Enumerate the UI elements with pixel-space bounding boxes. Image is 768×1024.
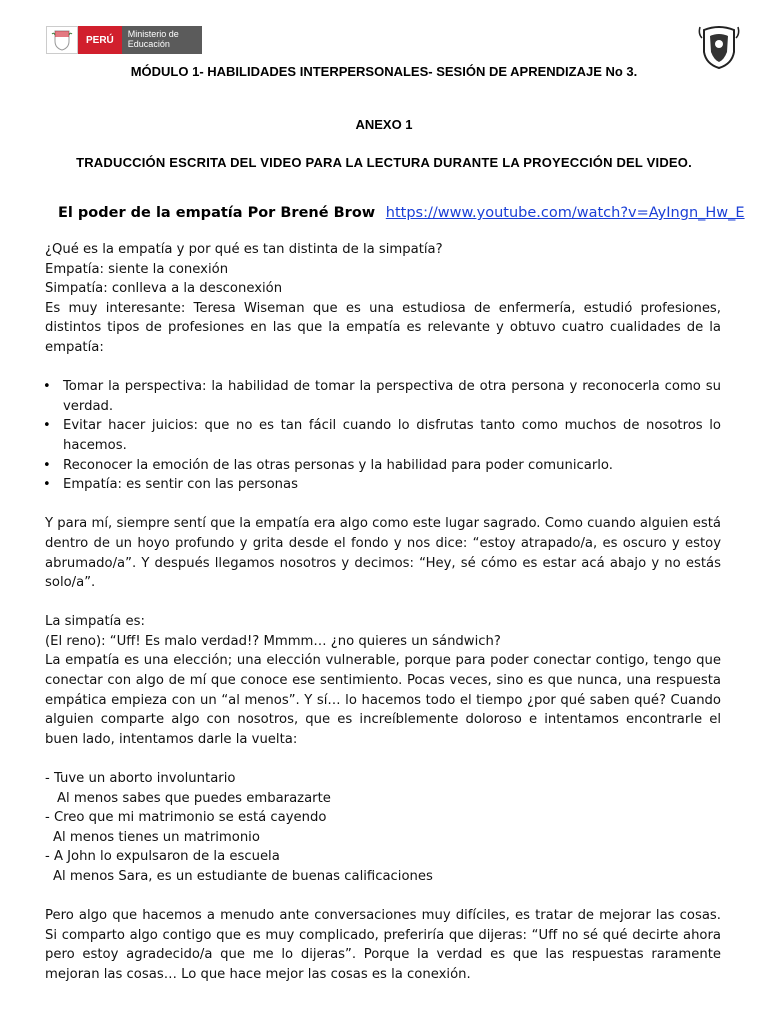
paragraph: Y para mí, siempre sentí que la empatía era algo como este lugar sagrado. Como cuando alguien está dentro de un hoyo profundo y grita desde el fondo y nos dice: “estoy atrapado/a, es oscuro y estoy abrumado/a”. Y después llegamos nosotros y decimos: “Hey, sé cómo es estar acá abajo y no estás solo/a”. [45,516,721,591]
paragraph: Es muy interesante: Teresa Wiseman que es una estudiosa de enfermería, estudió profesiones, distintos tipos de profesiones en las que la empatía es relevante y obtuvo cuatro cualidades de la empatía: [45,300,721,355]
video-label: El poder de la empatía Por Brené Brow [58,205,376,221]
dialogue-line: Al menos sabes que puedes embarazarte [57,790,331,806]
paragraph: Empatía: siente la conexión [45,261,229,277]
paragraph: La simpatía es: [45,614,145,630]
dialogue-line: Al menos Sara, es un estudiante de buenas calificaciones [53,869,433,884]
list-item: • Reconocer la emoción de las otras personas y la habilidad para poder comunicarlo. [63,456,721,476]
coat-of-arms-icon [46,26,78,54]
video-link[interactable]: https://www.youtube.com/watch?v=AyIngn_Hw_E [385,205,745,221]
list-item: • Evitar hacer juicios: que no es tan fácil cuando lo disfrutas tanto como muchos de nosotros lo hacemos. [63,416,721,455]
paragraph: ¿Qué es la empatía y por qué es tan distinta de la simpatía? [45,242,443,257]
ministerio-logo [46,26,202,54]
paragraph: Simpatía: conlleva a la desconexión [45,281,283,297]
list-item: • Tomar la perspectiva: la habilidad de tomar la perspectiva de otra persona y reconocerla como su verdad. [63,377,721,416]
dialogue-line: - Tuve un aborto involuntario [45,771,236,787]
list-item: • Empatía: es sentir con las personas [63,475,721,495]
dialogue-line: - Creo que mi matrimonio se está cayendo [45,810,327,826]
peru-label: PERÚ [78,26,122,54]
qualities-list [45,377,721,495]
ministerio-label: Ministerio de Educación [122,26,202,54]
dialogue-line: - A John lo expulsaron de la escuela [45,849,280,865]
video-reference [58,205,745,221]
document-body [45,240,721,985]
dialogue-line: Al menos tienes un matrimonio [53,829,260,845]
annex-title: ANEXO 1 [355,117,413,132]
module-title: MÓDULO 1- HABILIDADES INTERPERSONALES- SESIÓN DE APRENDIZAJE No 3. [130,64,638,79]
translation-title: TRADUCCIÓN ESCRITA DEL VIDEO PARA LA LECTURA DURANTE LA PROYECCIÓN DEL VIDEO. [76,155,692,170]
paragraph: (El reno): “Uff! Es malo verdad!? Mmmm… ¿no quieres un sándwich? [45,633,501,649]
paragraph: La empatía es una elección; una elección vulnerable, porque para poder conectar contigo, tengo que conectar con algo de mí que conoce ese sentimiento. Pocas veces, sino es que nunca, una respuesta empática empieza con un “al menos”. Y sí… lo hacemos todo el tiempo ¿por qué saben qué? Cuando alguien comparte algo con nosotros, que es increíblemente doloroso e intentamos encontrarle el buen lado, intentamos darle la vuelta: [45,653,721,747]
paragraph: Pero algo que hacemos a menudo ante conversaciones muy difíciles, es tratar de mejorar las cosas. Si comparto algo contigo que es muy complicado, preferiría que dijeras: “Uff no sé qué decirte ahora pero estoy agradecido/a que me lo dijeras”. Porque la verdad es que las respuestas raramente mejoran las cosas… Lo que hace mejor las cosas es la conexión. [45,908,721,982]
